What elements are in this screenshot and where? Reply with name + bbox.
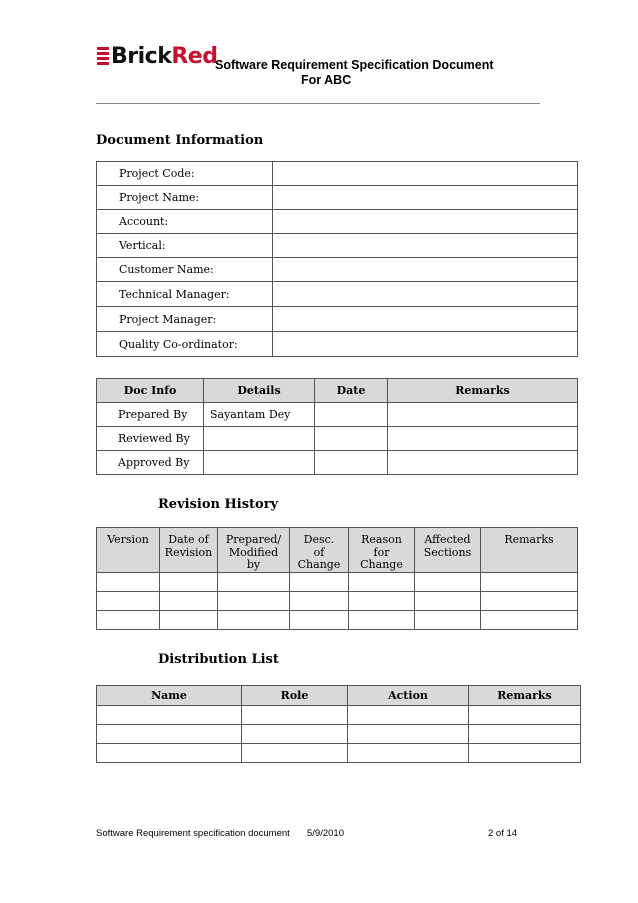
field-label: Project Code: xyxy=(97,162,273,186)
table-row xyxy=(97,403,578,427)
table-row xyxy=(97,210,578,234)
document-information-heading: Document Information xyxy=(96,133,264,148)
revision-cell xyxy=(349,572,415,591)
revision-history-heading: Revision History xyxy=(158,497,279,512)
revision-col-header-line: Remarks xyxy=(504,533,554,546)
revision-cell xyxy=(349,591,415,610)
revision-col-header xyxy=(218,528,290,573)
revision-col-header xyxy=(290,528,349,573)
field-label: Project Name: xyxy=(97,186,273,210)
revision-cell xyxy=(97,591,160,610)
footer-document-title: Software Requirement specification document xyxy=(96,828,290,839)
distribution-header-row xyxy=(97,686,581,706)
revision-cell xyxy=(481,591,578,610)
revision-col-header-line: for xyxy=(373,545,390,559)
revision-col-header xyxy=(160,528,218,573)
distribution-cell xyxy=(469,706,581,725)
table-row xyxy=(97,332,578,357)
doc-info-table xyxy=(96,378,578,475)
revision-col-header-line: Sections xyxy=(423,545,472,559)
revision-col-header-line: Date of xyxy=(168,533,209,546)
table-row xyxy=(97,744,581,763)
doc-info-cell xyxy=(204,451,315,475)
revision-col-header-line: Change xyxy=(297,558,341,571)
field-value xyxy=(273,307,578,332)
revision-cell xyxy=(290,591,349,610)
revision-cell xyxy=(160,591,218,610)
header-divider xyxy=(96,103,540,104)
revision-col-header-line: Revision xyxy=(164,545,213,559)
table-row xyxy=(97,282,578,307)
logo-text-red: Red xyxy=(171,44,218,69)
revision-cell xyxy=(97,610,160,629)
revision-cell xyxy=(97,572,160,591)
doc-info-col-remarks: Remarks xyxy=(388,379,578,403)
doc-info-cell xyxy=(388,427,578,451)
doc-info-cell xyxy=(315,427,388,451)
distribution-cell xyxy=(348,706,469,725)
distribution-cell xyxy=(469,725,581,744)
doc-info-cell xyxy=(388,451,578,475)
table-row xyxy=(97,234,578,258)
field-value xyxy=(273,210,578,234)
field-value xyxy=(273,258,578,282)
brickred-logo xyxy=(97,44,217,70)
distribution-list-table xyxy=(96,685,581,763)
table-row xyxy=(97,427,578,451)
table-row xyxy=(97,572,578,591)
field-value xyxy=(273,332,578,357)
doc-info-header-row xyxy=(97,379,578,403)
revision-col-header-line: of xyxy=(313,545,325,559)
doc-info-col-details: Details xyxy=(204,379,315,403)
doc-info-cell: Approved By xyxy=(97,451,204,475)
revision-cell xyxy=(218,572,290,591)
doc-info-col-docinfo: Doc Info xyxy=(97,379,204,403)
table-row xyxy=(97,162,578,186)
distribution-cell xyxy=(348,725,469,744)
field-value xyxy=(273,162,578,186)
table-row xyxy=(97,258,578,282)
logo-bars-icon xyxy=(97,47,109,67)
revision-cell xyxy=(160,610,218,629)
revision-cell xyxy=(415,610,481,629)
revision-col-header-line: Modified xyxy=(228,545,279,559)
doc-info-cell xyxy=(204,427,315,451)
revision-cell xyxy=(290,572,349,591)
revision-cell xyxy=(218,610,290,629)
table-row xyxy=(97,591,578,610)
table-row xyxy=(97,186,578,210)
revision-col-header-line: Change xyxy=(360,558,403,571)
header-title-line1: Software Requirement Specification Document xyxy=(215,58,494,72)
doc-info-cell xyxy=(315,403,388,427)
distribution-list-heading: Distribution List xyxy=(158,652,279,667)
table-row xyxy=(97,725,581,744)
revision-col-header xyxy=(415,528,481,573)
revision-col-header-line: Prepared/ xyxy=(225,533,282,546)
field-label: Project Manager: xyxy=(97,307,273,332)
revision-col-header-line: Affected xyxy=(424,533,471,546)
revision-cell xyxy=(349,610,415,629)
distribution-cell xyxy=(97,744,242,763)
revision-col-header-line: Reason xyxy=(361,533,402,546)
distribution-cell xyxy=(469,744,581,763)
distribution-cell xyxy=(242,725,348,744)
revision-col-header-line: Desc. xyxy=(303,533,335,546)
field-label: Customer Name: xyxy=(97,258,273,282)
distribution-col-remarks: Remarks xyxy=(469,686,581,706)
revision-col-header xyxy=(349,528,415,573)
revision-col-header xyxy=(97,528,160,573)
field-value xyxy=(273,234,578,258)
distribution-cell xyxy=(97,706,242,725)
distribution-col-role: Role xyxy=(242,686,348,706)
distribution-cell xyxy=(348,744,469,763)
field-value xyxy=(273,282,578,307)
footer-page-number: 2 of 14 xyxy=(488,828,518,839)
field-value xyxy=(273,186,578,210)
revision-col-header-line: by xyxy=(246,558,261,571)
revision-cell xyxy=(218,591,290,610)
distribution-col-name: Name xyxy=(97,686,242,706)
revision-header-row xyxy=(97,528,578,573)
distribution-cell xyxy=(242,744,348,763)
header-title-line2: For ABC xyxy=(301,73,352,87)
revision-cell xyxy=(481,610,578,629)
doc-info-cell xyxy=(388,403,578,427)
logo-text-brick: Brick xyxy=(111,44,172,69)
revision-cell xyxy=(481,572,578,591)
document-information-table xyxy=(96,161,578,357)
revision-col-header xyxy=(481,528,578,573)
distribution-col-action: Action xyxy=(348,686,469,706)
revision-cell xyxy=(290,610,349,629)
revision-col-header-line: Version xyxy=(107,533,149,546)
footer-date: 5/9/2010 xyxy=(307,828,344,839)
table-row xyxy=(97,307,578,332)
doc-info-col-date: Date xyxy=(315,379,388,403)
distribution-cell xyxy=(97,725,242,744)
doc-info-cell: Prepared By xyxy=(97,403,204,427)
table-row xyxy=(97,451,578,475)
doc-info-cell: Reviewed By xyxy=(97,427,204,451)
doc-info-cell xyxy=(315,451,388,475)
field-label: Quality Co-ordinator: xyxy=(97,332,273,357)
revision-cell xyxy=(160,572,218,591)
distribution-cell xyxy=(242,706,348,725)
revision-cell xyxy=(415,591,481,610)
table-row xyxy=(97,706,581,725)
table-row xyxy=(97,610,578,629)
field-label: Technical Manager: xyxy=(97,282,273,307)
field-label: Vertical: xyxy=(97,234,273,258)
field-label: Account: xyxy=(97,210,273,234)
doc-info-cell: Sayantam Dey xyxy=(204,403,315,427)
revision-cell xyxy=(415,572,481,591)
revision-history-table xyxy=(96,527,578,630)
